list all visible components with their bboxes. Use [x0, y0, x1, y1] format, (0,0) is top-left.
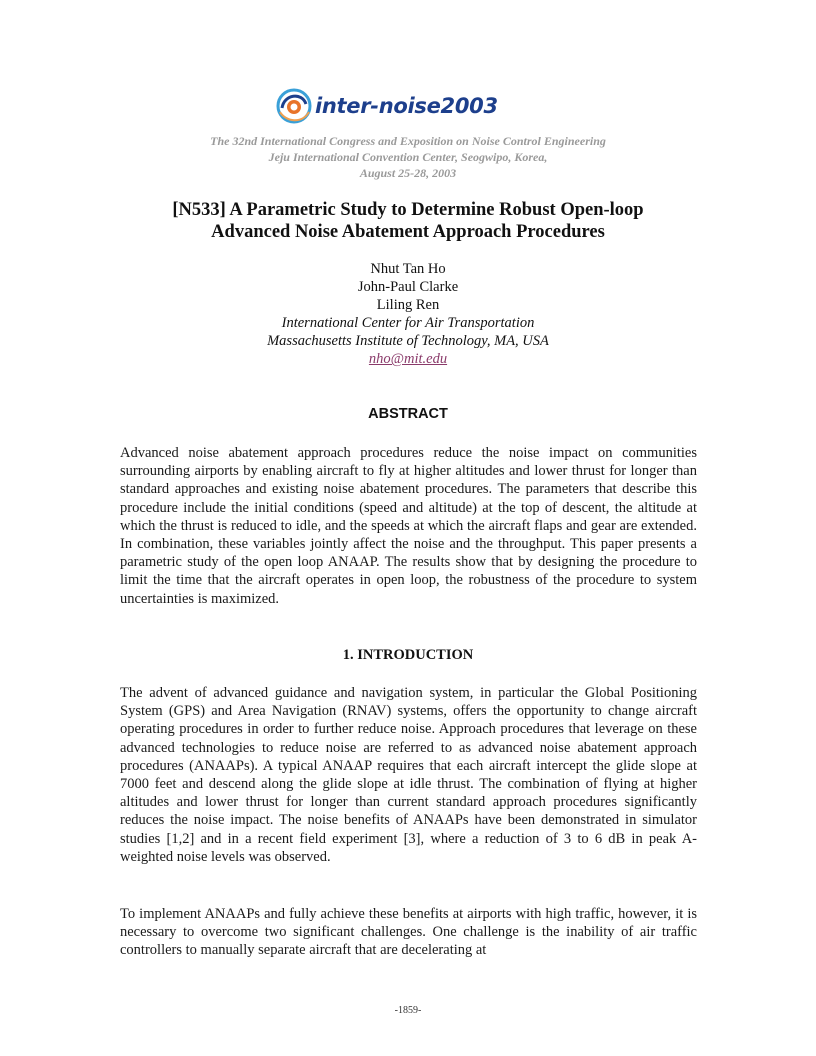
author-name: Liling Ren [376, 297, 440, 313]
swirl-logo-icon [276, 86, 312, 126]
author-affiliation: International Center for Air Transportation [281, 315, 535, 331]
author-email-line [0, 350, 816, 368]
abstract-heading: ABSTRACT [368, 406, 448, 422]
conference-logo [276, 84, 498, 128]
conference-dates: August 25-28, 2003 [359, 166, 457, 180]
paper-title-line2: Advanced Noise Abatement Approach Procedures [211, 222, 605, 242]
author-email-link[interactable]: nho@mit.edu [368, 351, 448, 367]
introduction-paragraph: The advent of advanced guidance and navigation system, in particular the Global Positioning System (GPS) and Area Navigation (RNAV) systems, offers the opportunity to change aircraft operating procedures in order to further reduce noise. Approach procedures that leverage on these advanced technologies to reduce noise are referred to as advanced noise abatement approach procedures (ANAAPs). A typical ANAAP requires that each aircraft intercept the glide slope at 7000 feet and descend along the glide slope at idle thrust. The combination of flying at higher altitudes and lower thrust for longer than current standard approach procedures significantly reduces the noise impact. The noise benefits of ANAAPs have been demonstrated in simulator studies [1,2] and in a recent field experiment [3], where a reduction of 3 to 6 dB in peak A-weighted noise levels was observed. [120, 685, 697, 865]
introduction-paragraph: To implement ANAAPs and fully achieve these benefits at airports with high traffic, however, it is necessary to overcome two significant challenges. One challenge is the inability of air traffic controllers to manually separate aircraft that are decelerating at [120, 906, 697, 959]
author-institution: Massachusetts Institute of Technology, MA, USA [267, 333, 549, 349]
abstract-text: Advanced noise abatement approach procedures reduce the noise impact on communities surrounding airports by enabling aircraft to fly at higher altitudes and lower thrust for longer than standard approaches and existing noise abatement procedures. The parameters that describe this procedure include the initial conditions (speed and altitude) at the top of descent, the altitude at which the thrust is reduced to idle, and the speeds at which the aircraft flaps and gear are extended. In combination, these variables jointly affect the noise and the throughput. This paper presents a parametric study of the open loop ANAAP. The results show that by designing the procedure to limit the time that the aircraft operates in open loop, the robustness of the procedure to system uncertainties is maximized. [120, 445, 697, 607]
paper-title-line1: [N533] A Parametric Study to Determine Robust Open-loop [172, 200, 644, 220]
page-number: -1859- [394, 1005, 422, 1016]
conference-name: The 32nd International Congress and Exposition on Noise Control Engineering [210, 134, 606, 148]
author-name: Nhut Tan Ho [370, 261, 446, 277]
introduction-heading: 1. INTRODUCTION [342, 647, 474, 663]
logo-text: inter-noise2003 [315, 94, 498, 118]
conference-venue: Jeju International Convention Center, Seogwipo, Korea, [268, 150, 548, 164]
author-name: John-Paul Clarke [357, 279, 459, 295]
